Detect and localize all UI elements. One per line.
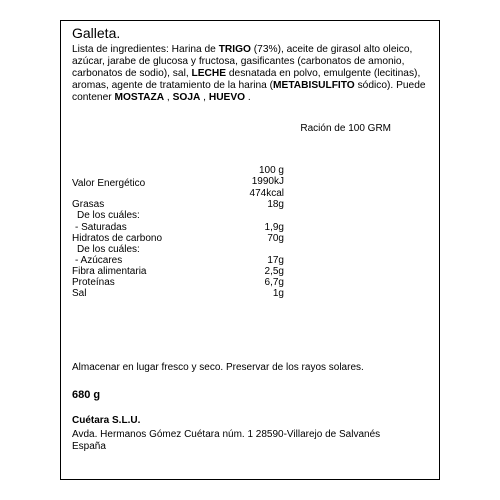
nutrition-value: 100 g xyxy=(258,165,284,176)
nutrition-label: De los cuáles: xyxy=(77,210,140,221)
label-frame xyxy=(60,20,440,480)
nutrition-label: Hidratos de carbono xyxy=(72,233,163,244)
ingredients-text: . xyxy=(245,92,251,104)
nutrition-value: 70g xyxy=(267,233,284,244)
ingredients-text: , xyxy=(200,92,209,104)
allergen-soy: SOJA xyxy=(172,92,201,104)
nutrition-value: 1g xyxy=(272,288,284,299)
nutrition-label: De los cuáles: xyxy=(77,244,140,255)
nutrition-value: 1,9g xyxy=(264,222,284,233)
nutrition-value: 474kcal xyxy=(249,188,284,199)
company-country: España xyxy=(72,441,106,452)
product-title: Galleta. xyxy=(72,25,121,41)
nutrition-label: Sal xyxy=(72,288,87,299)
nutrition-value: 17g xyxy=(267,255,284,266)
nutrition-label: - Saturadas xyxy=(75,222,127,233)
ingredients-list xyxy=(72,44,432,104)
nutrition-label: - Azúcares xyxy=(75,255,123,266)
nutrition-label: Proteínas xyxy=(72,277,115,288)
serving-header: Ración de 100 GRM xyxy=(300,123,391,134)
storage-instructions: Almacenar en lugar fresco y seco. Preservar de los rayos solares. xyxy=(72,362,364,373)
allergen-egg: HUEVO xyxy=(208,92,246,104)
ingredients-text: desnatada en polvo, emulgente (lecitinas), aromas, agente de tratamiento de la harina ( xyxy=(72,68,421,92)
nutrition-label: Grasas xyxy=(72,199,105,210)
allergen-mustard: MOSTAZA xyxy=(114,92,165,104)
company-address: Avda. Hermanos Gómez Cuétara núm. 1 28590-Villarejo de Salvanés xyxy=(72,429,381,440)
nutrition-label: Fibra alimentaria xyxy=(72,266,147,277)
allergen-metabisulfite: METABISULFITO xyxy=(273,80,355,92)
ingredients-text: (73%), aceite de girasol alto oleico, azúcar, jarabe de glucosa y fructosa, gasificantes (carbonatos de amonio, carbonatos de sodio), sal, xyxy=(72,44,413,80)
nutrition-label: Valor Energético xyxy=(72,178,146,189)
net-weight: 680 g xyxy=(72,389,101,401)
nutrition-value: 18g xyxy=(267,199,284,210)
ingredients-text: sódico). Puede contener xyxy=(72,80,426,104)
nutrition-value: 2,5g xyxy=(264,266,284,277)
allergen-wheat: TRIGO xyxy=(218,44,251,55)
allergen-milk: LECHE xyxy=(191,68,227,80)
nutrition-value: 1990kJ xyxy=(251,176,284,187)
ingredients-text: Lista de ingredientes: Harina de xyxy=(72,44,219,55)
nutrition-value: 6,7g xyxy=(264,277,284,288)
company-name: Cuétara S.L.U. xyxy=(72,415,141,426)
ingredients-text: , xyxy=(164,92,173,104)
